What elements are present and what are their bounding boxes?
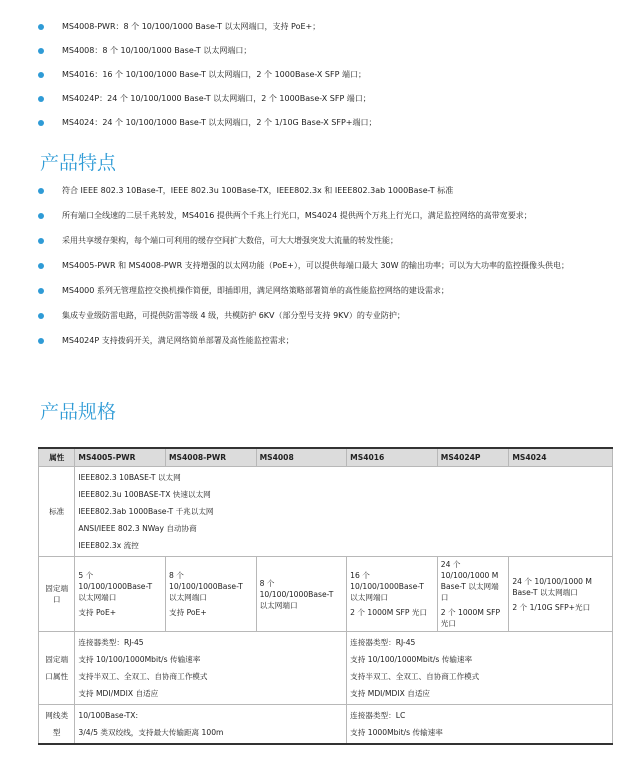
- bullet-icon: [38, 48, 44, 54]
- bullet-icon: [38, 96, 44, 102]
- list-item: MS4000 系列无管理监控交换机操作简便，即插即用，满足网络策略部署简单的高性能监控网络的建设需求；: [38, 283, 598, 298]
- table-cell: 24 个 10/100/1000 M Base-T 以太网端口 2 个 1000M SFP 光口: [437, 557, 509, 632]
- bullet-icon: [38, 238, 44, 244]
- bullet-icon: [38, 24, 44, 30]
- table-cell: IEEE802.3 10BASE-T 以太网 IEEE802.3u 100BASE-TX 快速以太网 IEEE802.3ab 1000Base-T 千兆以太网 ANSI/IEEE 802.3 NWay 自动协商 IEEE802.3x 流控: [75, 467, 613, 557]
- header-cell: MS4005-PWR: [75, 448, 166, 467]
- list-item: MS4008-PWR：8 个 10/100/1000 Base-T 以太网端口，支持 PoE+；: [38, 15, 608, 39]
- list-item: 采用共享缓存架构，每个端口可利用的缓存空间扩大数倍，可大大增强突发大流量的转发性能；: [38, 233, 598, 248]
- header-cell: MS4008-PWR: [165, 448, 256, 467]
- table-row: [39, 632, 613, 705]
- table-row: [39, 705, 613, 745]
- list-item: MS4005-PWR 和 MS4008-PWR 支持增强的以太网功能（PoE+），可以提供每端口最大 30W 的输出功率；可以为大功率的监控摄像头供电；: [38, 258, 598, 273]
- table-cell: 8 个 10/100/1000Base-T 以太网端口 支持 PoE+: [165, 557, 256, 632]
- list-item: 所有端口全线速的二层千兆转发，MS4016 提供两个千兆上行光口，MS4024 提供两个万兆上行光口，满足监控网络的高带宽要求；: [38, 208, 598, 223]
- spec-table: [38, 447, 613, 745]
- row-label: 网线类型: [39, 705, 75, 745]
- bullet-icon: [38, 313, 44, 319]
- bullet-icon: [38, 120, 44, 126]
- header-cell: MS4016: [347, 448, 438, 467]
- feature-list: [38, 183, 598, 358]
- table-row: [39, 467, 613, 557]
- row-label: 固定端口属性: [39, 632, 75, 705]
- row-label: 标准: [39, 467, 75, 557]
- table-cell: 5 个 10/100/1000Base-T 以太网端口 支持 PoE+: [75, 557, 166, 632]
- list-item: MS4016：16 个 10/100/1000 Base-T 以太网端口，2 个 1000Base-X SFP 端口；: [38, 63, 608, 87]
- list-item: MS4024：24 个 10/100/1000 Base-T 以太网端口，2 个 1/10G Base-X SFP+端口；: [38, 111, 608, 135]
- list-item: MS4024P：24 个 10/100/1000 Base-T 以太网端口，2 个 1000Base-X SFP 端口；: [38, 87, 608, 111]
- header-cell: MS4008: [256, 448, 347, 467]
- list-item: MS4024P 支持拨码开关，满足网络简单部署及高性能监控需求；: [38, 333, 598, 348]
- bullet-icon: [38, 188, 44, 194]
- table-cell: 连接器类型：RJ-45 支持 10/100/1000Mbit/s 传输速率 支持半双工、全双工、自协商工作模式 支持 MDI/MDIX 自适应: [347, 632, 613, 705]
- features-heading: 产品特点: [40, 152, 117, 174]
- list-item: 集成专业级防雷电路，可提供防雷等级 4 级，共模防护 6KV（部分型号支持 9KV）的专业防护；: [38, 308, 598, 323]
- spec-heading: 产品规格: [40, 401, 117, 423]
- list-item: 符合 IEEE 802.3 10Base-T，IEEE 802.3u 100Base-TX，IEEE802.3x 和 IEEE802.3ab 1000Base-T 标准: [38, 183, 598, 198]
- table-row: [39, 557, 613, 632]
- bullet-icon: [38, 338, 44, 344]
- bullet-icon: [38, 72, 44, 78]
- table-cell: 16 个 10/100/1000Base-T 以太网端口 2 个 1000M SFP 光口: [347, 557, 438, 632]
- bullet-icon: [38, 213, 44, 219]
- bullet-icon: [38, 288, 44, 294]
- table-cell: 10/100Base-TX: 3/4/5 类双绞线，支持最大传输距离 100m: [75, 705, 347, 745]
- bullet-icon: [38, 263, 44, 269]
- header-cell: 属性: [39, 448, 75, 467]
- model-list: [38, 15, 608, 135]
- header-cell: MS4024P: [437, 448, 509, 467]
- table-cell: 连接器类型：LC 支持 1000Mbit/s 传输速率: [347, 705, 613, 745]
- list-item: MS4008：8 个 10/100/1000 Base-T 以太网端口；: [38, 39, 608, 63]
- table-cell: 24 个 10/100/1000 M Base-T 以太网端口 2 个 1/10G SFP+光口: [509, 557, 613, 632]
- row-label: 固定端口: [39, 557, 75, 632]
- table-cell: 8 个 10/100/1000Base-T 以太网端口: [256, 557, 347, 632]
- table-cell: 连接器类型：RJ-45 支持 10/100/1000Mbit/s 传输速率 支持半双工、全双工、自协商工作模式 支持 MDI/MDIX 自适应: [75, 632, 347, 705]
- table-header-row: [39, 448, 613, 467]
- header-cell: MS4024: [509, 448, 613, 467]
